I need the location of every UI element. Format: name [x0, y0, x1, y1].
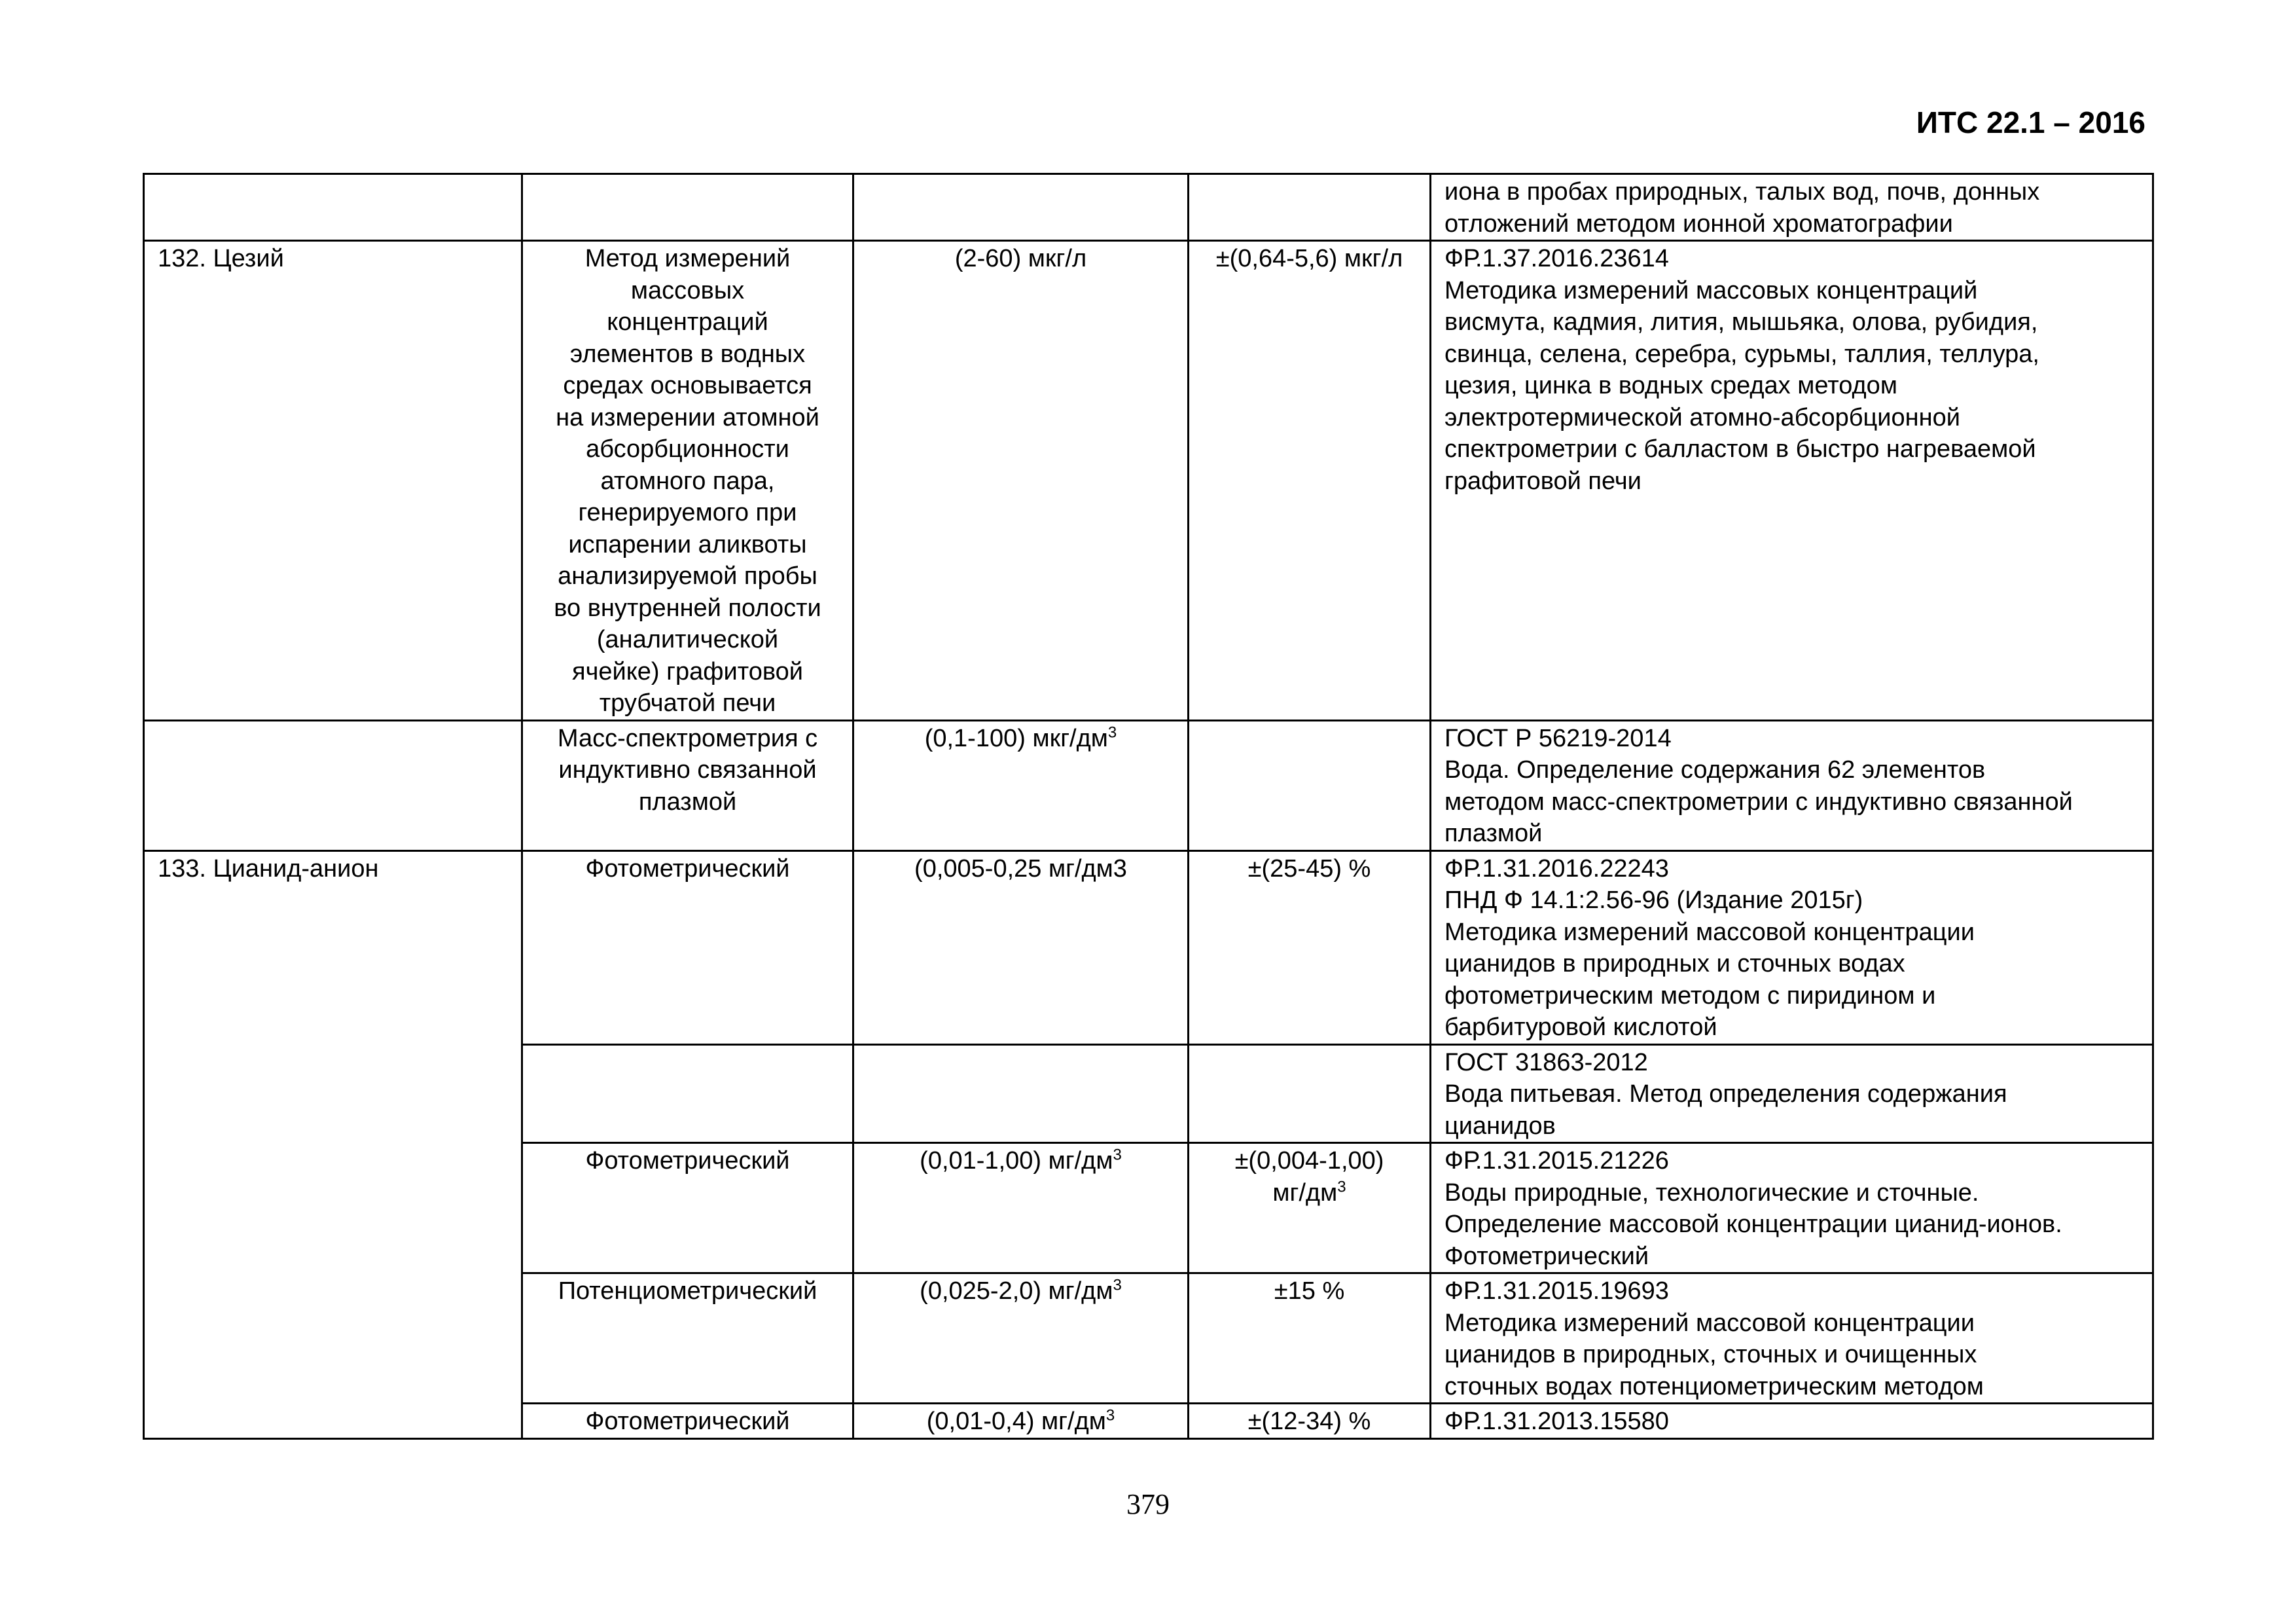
method-line: генерируемого при — [578, 499, 797, 526]
document-cell — [1431, 174, 2153, 241]
page-number: 379 — [1126, 1488, 1170, 1520]
substance-cell — [144, 174, 522, 241]
range-cell — [853, 1044, 1189, 1143]
unit-superscript: 3 — [1105, 1406, 1115, 1425]
method-line: анализируемой пробы — [558, 562, 817, 590]
document-line: ФР.1.31.2015.19693 — [1444, 1277, 1669, 1305]
document-line: иона в пробах природных, талых вод, почв, донных — [1444, 178, 2040, 206]
substance-cell — [144, 720, 522, 850]
error-cell: ±(25-45) % — [1189, 850, 1431, 1044]
error-cell: ±(12-34) % — [1189, 1404, 1431, 1439]
document-line: ПНД Ф 14.1:2.56-96 (Издание 2015г) — [1444, 886, 1863, 914]
range-cell: (2-60) мкг/л — [853, 241, 1189, 721]
document-line: цианидов в природных, сточных и очищенных — [1444, 1341, 1977, 1368]
method-cell — [522, 241, 853, 721]
document-line: Методика измерений массовой концентрации — [1444, 1309, 1975, 1337]
method-line: трубчатой печи — [599, 689, 776, 717]
document-cell — [1431, 850, 2153, 1044]
document-line: ГОСТ 31863-2012 — [1444, 1048, 1648, 1076]
range-value: (0,025-2,0) мг/дм — [920, 1277, 1113, 1305]
error-cell: ±15 % — [1189, 1273, 1431, 1404]
unit-superscript: 3 — [1113, 1276, 1122, 1294]
error-cell — [1189, 1044, 1431, 1143]
document-cell — [1431, 720, 2153, 850]
document-line: висмута, кадмия, лития, мышьяка, олова, рубидия, — [1444, 308, 2038, 336]
document-line: спектрометрии с балластом в быстро нагреваемой — [1444, 435, 2036, 463]
document-header-id: ИТС 22.1 – 2016 — [1916, 105, 2145, 139]
document-cell — [1431, 1273, 2153, 1404]
method-line: средах основывается — [563, 372, 812, 399]
document-line: электротермической атомно-абсорбционной — [1444, 403, 1960, 431]
unit-superscript: 3 — [1113, 1146, 1122, 1164]
error-cell — [1189, 174, 1431, 241]
substance-cell: 132. Цезий — [144, 241, 522, 721]
document-line: ФР.1.37.2016.23614 — [1444, 245, 1669, 272]
range-cell — [853, 720, 1189, 850]
document-line: фотометрическим методом с пиридином и — [1444, 981, 1936, 1010]
range-cell — [853, 1404, 1189, 1439]
method-line: испарении аликвоты — [568, 530, 807, 558]
method-line: атомного пара, — [600, 467, 775, 495]
document-line: методом масс-спектрометрии с индуктивно связанной — [1444, 788, 2073, 816]
range-value: (0,01-0,4) мг/дм — [926, 1408, 1106, 1435]
document-cell — [1431, 1143, 2153, 1273]
document-line: сточных водах потенциометрическим методом — [1444, 1372, 1984, 1400]
document-cell — [1431, 1044, 2153, 1143]
document-line: барбитуровой кислотой — [1444, 1013, 1717, 1041]
method-line: Масс-спектрометрия с — [557, 724, 818, 752]
method-line: абсорбционности — [586, 435, 789, 463]
method-line: ячейке) графитовой — [572, 657, 803, 685]
document-line: ФР.1.31.2015.21226 — [1444, 1147, 1669, 1175]
document-line: Вода. Определение содержания 62 элементов — [1444, 756, 1986, 784]
table-row — [144, 720, 2153, 850]
document-line: ГОСТ Р 56219-2014 — [1444, 724, 1672, 752]
methods-table — [143, 173, 2154, 1440]
document-line: отложений методом ионной хроматографии — [1444, 210, 1953, 238]
unit-superscript: 3 — [1107, 723, 1117, 741]
method-line: концентраций — [607, 308, 768, 336]
method-cell — [522, 1044, 853, 1143]
method-line: Метод измерений — [584, 245, 791, 272]
method-line: массовых — [630, 276, 745, 304]
method-cell — [522, 174, 853, 241]
range-cell: (0,005-0,25 мг/дм3 — [853, 850, 1189, 1044]
method-cell: Потенциометрический — [522, 1273, 853, 1404]
document-line: Фотометрический — [1444, 1242, 1649, 1270]
method-line: во внутренней полости — [554, 594, 821, 622]
document-cell — [1431, 241, 2153, 721]
method-cell: Фотометрический — [522, 1143, 853, 1273]
substance-cell: 133. Цианид-анион — [144, 850, 522, 1438]
error-cell: ±(0,64-5,6) мкг/л — [1189, 241, 1431, 721]
error-cell — [1189, 1143, 1431, 1273]
method-line: на измерении атомной — [556, 403, 819, 431]
method-cell — [522, 720, 853, 850]
method-cell: Фотометрический — [522, 850, 853, 1044]
range-value: (0,01-1,00) мг/дм — [920, 1147, 1113, 1175]
document-line: Методика измерений массовых концентраций — [1444, 276, 1978, 304]
document-line: Определение массовой концентрации цианид-ионов. — [1444, 1211, 2062, 1238]
method-line: элементов в водных — [569, 340, 806, 368]
document-line: Вода питьевая. Метод определения содержания — [1444, 1080, 2007, 1108]
method-line: (аналитической — [596, 626, 779, 653]
method-line: индуктивно связанной — [558, 756, 817, 784]
error-value: ±(0,004-1,00) — [1234, 1147, 1384, 1175]
unit-superscript: 3 — [1337, 1177, 1346, 1195]
table-row — [144, 174, 2153, 241]
document-line: цианидов в природных и сточных водах — [1444, 950, 1905, 977]
range-cell — [853, 174, 1189, 241]
document-line: цианидов — [1444, 1112, 1556, 1140]
table-row — [144, 241, 2153, 721]
method-line: плазмой — [638, 788, 737, 816]
document-line: Методика измерений массовой концентрации — [1444, 918, 1975, 946]
error-unit — [1202, 1177, 1416, 1209]
table-row — [144, 850, 2153, 1044]
document-line: ФР.1.31.2016.22243 — [1444, 854, 1669, 883]
document-line: графитовой печи — [1444, 467, 1641, 495]
method-cell: Фотометрический — [522, 1404, 853, 1439]
error-unit-text: мг/дм — [1272, 1178, 1338, 1207]
document-line: плазмой — [1444, 820, 1543, 847]
document-cell: ФР.1.31.2013.15580 — [1431, 1404, 2153, 1439]
range-cell — [853, 1143, 1189, 1273]
document-line: Воды природные, технологические и сточные. — [1444, 1178, 1979, 1207]
error-cell — [1189, 720, 1431, 850]
document-line: цезия, цинка в водных средах методом — [1444, 372, 1897, 399]
document-line: свинца, селена, серебра, сурьмы, таллия, теллура, — [1444, 340, 2039, 368]
range-value: (0,1-100) мкг/дм — [924, 724, 1108, 752]
range-cell — [853, 1273, 1189, 1404]
